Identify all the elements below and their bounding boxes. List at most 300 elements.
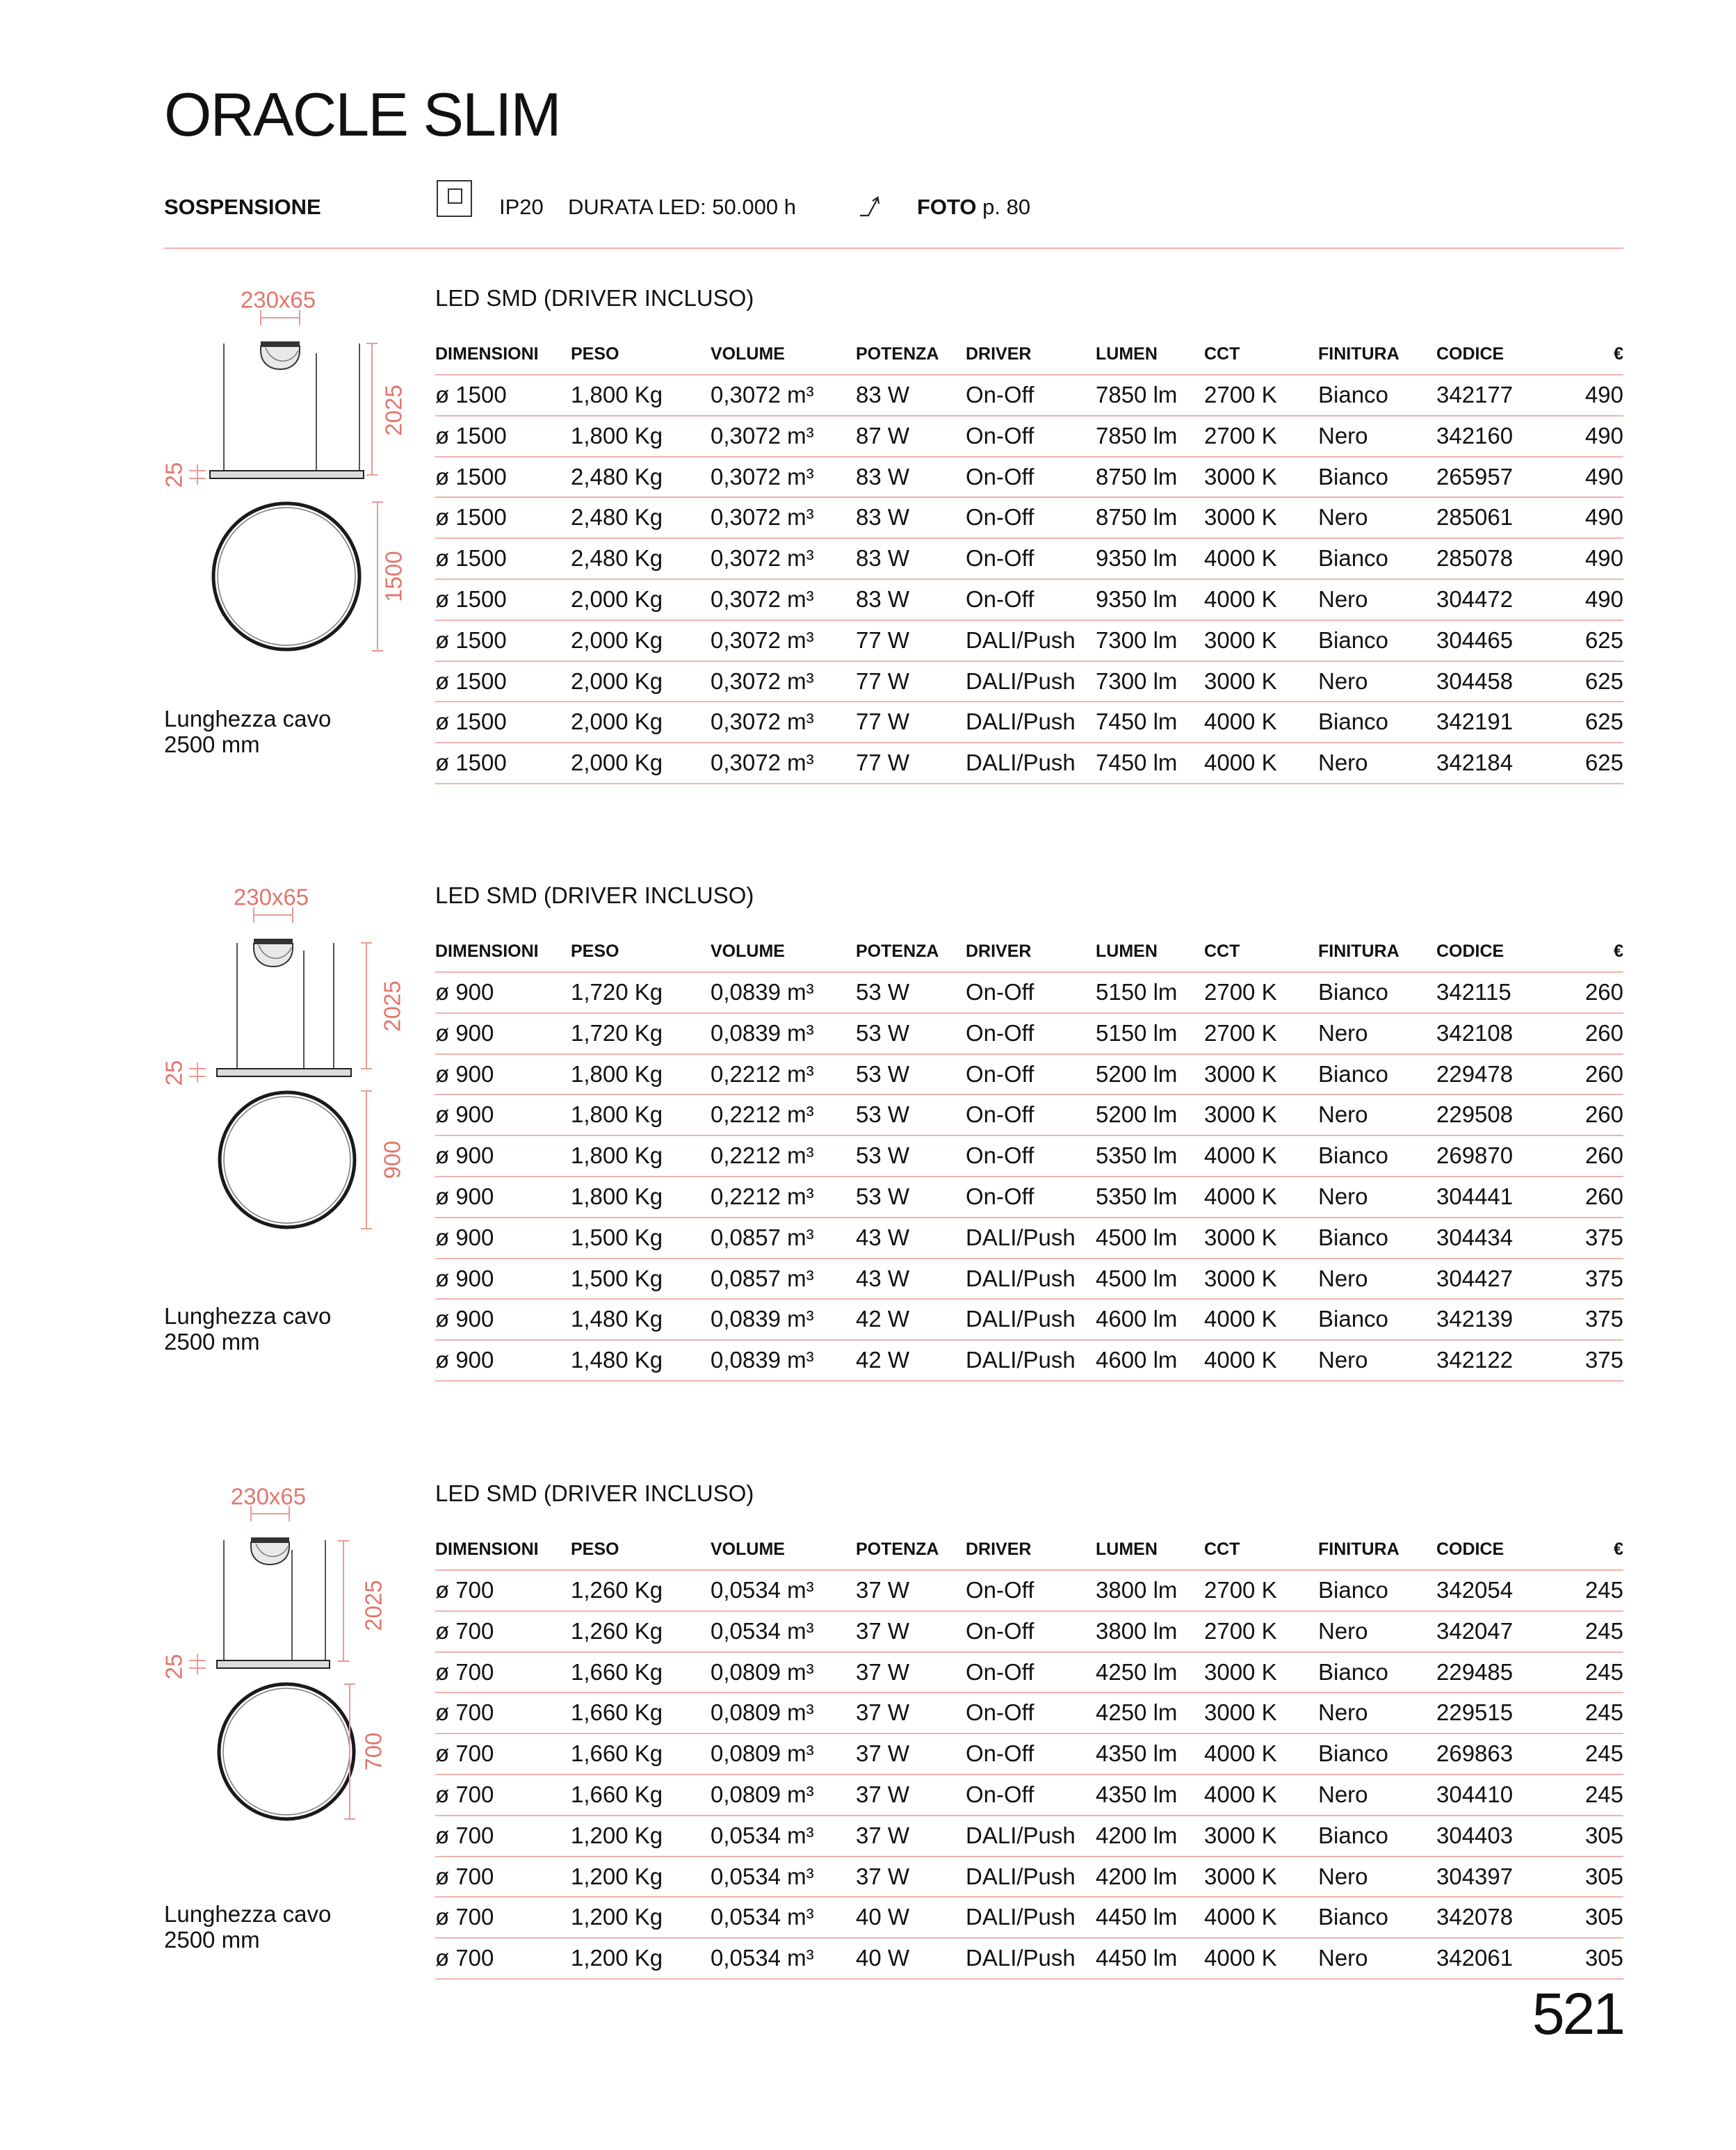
cell-potenza: 53 W (856, 979, 910, 1005)
cell-peso: 2,480 Kg (571, 545, 663, 572)
cell-finitura: Bianco (1318, 709, 1388, 735)
cell-lumen: 4350 lm (1096, 1781, 1178, 1807)
cell-volume: 0,0809 m³ (711, 1658, 814, 1685)
cell-cct: 2700 K (1204, 382, 1277, 407)
table-row (435, 702, 1623, 743)
cell-driver: On-Off (966, 1142, 1035, 1169)
cell-volume: 0,3072 m³ (711, 382, 814, 407)
cell-peso: 1,200 Kg (571, 1863, 663, 1889)
cell-driver: On-Off (966, 382, 1035, 407)
cell-potenza: 87 W (856, 422, 910, 448)
column-header-prezzo: € (1614, 941, 1623, 961)
column-header-volume: VOLUME (711, 344, 785, 364)
cell-peso: 1,480 Kg (571, 1347, 663, 1373)
cell-finitura: Bianco (1318, 1740, 1388, 1767)
photo-reference-page: p. 80 (982, 195, 1031, 219)
table-row (435, 1857, 1623, 1898)
cell-potenza: 40 W (856, 1945, 910, 1971)
cell-lumen: 4250 lm (1096, 1699, 1178, 1726)
column-header-finitura: FINITURA (1318, 941, 1400, 961)
column-header-dimensioni: DIMENSIONI (435, 344, 539, 364)
cell-prezzo: 245 (1584, 1781, 1623, 1807)
cell-peso: 1,660 Kg (571, 1781, 663, 1807)
cell-dimensioni: ø 700 (435, 1863, 494, 1889)
cell-peso: 2,480 Kg (571, 463, 663, 490)
cell-potenza: 83 W (856, 382, 910, 407)
column-header-lumen: LUMEN (1096, 344, 1158, 364)
column-header-peso: PESO (571, 344, 619, 364)
table-row (435, 1653, 1623, 1694)
cell-lumen: 4500 lm (1096, 1265, 1178, 1291)
table-row (435, 1898, 1623, 1939)
cell-cct: 4000 K (1204, 585, 1277, 612)
spec-table (435, 1530, 1623, 1980)
cell-prezzo: 245 (1584, 1699, 1623, 1726)
cell-driver: DALI/Push (966, 668, 1076, 694)
cell-lumen: 7300 lm (1096, 668, 1178, 694)
cell-volume: 0,0839 m³ (711, 1019, 814, 1046)
cell-dimensioni: ø 900 (435, 1347, 494, 1373)
cell-driver: On-Off (966, 1101, 1035, 1128)
cell-volume: 0,0534 m³ (711, 1617, 814, 1644)
cell-codice: 342115 (1436, 979, 1511, 1005)
cell-volume: 0,0857 m³ (711, 1224, 814, 1250)
column-header-dimensioni: DIMENSIONI (435, 1539, 539, 1559)
page-title: ORACLE SLIM (164, 80, 560, 149)
cell-finitura: Bianco (1318, 1224, 1388, 1250)
cell-peso: 1,500 Kg (571, 1224, 663, 1250)
section-heading: LED SMD (DRIVER INCLUSO) (435, 285, 754, 311)
cell-lumen: 8750 lm (1096, 504, 1178, 531)
cell-lumen: 5150 lm (1096, 979, 1178, 1005)
cell-driver: DALI/Push (966, 1863, 1076, 1889)
cell-cct: 4000 K (1204, 750, 1277, 776)
cell-cct: 2700 K (1204, 1617, 1277, 1644)
cell-finitura: Nero (1318, 1019, 1368, 1046)
cell-finitura: Bianco (1318, 1822, 1388, 1848)
cell-peso: 2,000 Kg (571, 750, 663, 776)
cell-driver: On-Off (966, 979, 1035, 1005)
cell-lumen: 4500 lm (1096, 1224, 1178, 1250)
cell-lumen: 4600 lm (1096, 1306, 1178, 1332)
cell-finitura: Bianco (1318, 1577, 1388, 1603)
cell-volume: 0,0534 m³ (711, 1577, 814, 1603)
column-header-peso: PESO (571, 1539, 619, 1559)
cell-peso: 1,660 Kg (571, 1699, 663, 1726)
column-header-codice: CODICE (1436, 1539, 1504, 1559)
cell-codice: 265957 (1436, 463, 1514, 490)
cell-codice: 229485 (1436, 1658, 1514, 1685)
cell-lumen: 3800 lm (1096, 1577, 1178, 1603)
cell-volume: 0,2212 m³ (711, 1183, 814, 1209)
cell-cct: 3000 K (1204, 1224, 1277, 1250)
cell-cct: 2700 K (1204, 1019, 1277, 1046)
cell-driver: On-Off (966, 1060, 1035, 1087)
cell-cct: 4000 K (1204, 545, 1277, 572)
cell-peso: 1,200 Kg (571, 1904, 663, 1930)
cell-potenza: 37 W (856, 1577, 910, 1603)
cable-length (164, 706, 331, 757)
cell-peso: 1,260 Kg (571, 1577, 663, 1603)
cell-cct: 3000 K (1204, 1699, 1277, 1726)
cell-prezzo: 245 (1584, 1740, 1623, 1767)
cell-codice: 304403 (1436, 1822, 1514, 1848)
cell-dimensioni: ø 900 (435, 1265, 494, 1291)
cell-prezzo: 260 (1584, 979, 1623, 1005)
cell-finitura: Bianco (1318, 979, 1388, 1005)
table-row (435, 375, 1623, 417)
cell-peso: 1,800 Kg (571, 1183, 663, 1209)
cell-cct: 2700 K (1204, 1577, 1277, 1603)
ceiling-mount-icon-inner (448, 188, 462, 204)
table-row (435, 458, 1623, 499)
cell-lumen: 4600 lm (1096, 1347, 1178, 1373)
cell-cct: 3000 K (1204, 1265, 1277, 1291)
cell-peso: 1,720 Kg (571, 979, 663, 1005)
cell-potenza: 83 W (856, 463, 910, 490)
cell-prezzo: 245 (1584, 1658, 1623, 1685)
ceiling-mount-icon (437, 180, 472, 217)
table-header-row (435, 334, 1623, 375)
cell-lumen: 4200 lm (1096, 1863, 1178, 1889)
ceiling-canopy (251, 1537, 289, 1565)
cell-driver: DALI/Push (966, 1265, 1076, 1291)
cell-cct: 3000 K (1204, 668, 1277, 694)
cell-prezzo: 625 (1584, 709, 1623, 735)
section-heading: LED SMD (DRIVER INCLUSO) (435, 882, 754, 908)
column-header-volume: VOLUME (711, 1539, 785, 1559)
cell-lumen: 7850 lm (1096, 382, 1178, 407)
column-header-lumen: LUMEN (1096, 1539, 1158, 1559)
cell-driver: DALI/Push (966, 1822, 1076, 1848)
cell-lumen: 5200 lm (1096, 1060, 1178, 1087)
photo-reference-label: FOTO (917, 195, 977, 219)
cell-driver: DALI/Push (966, 1904, 1076, 1930)
cell-prezzo: 490 (1584, 585, 1623, 612)
table-row (435, 662, 1623, 703)
cable-length-label: Lunghezza cavo (164, 1303, 332, 1329)
cell-codice: 342061 (1436, 1945, 1514, 1971)
table-row (435, 1095, 1623, 1136)
cell-codice: 342108 (1436, 1019, 1514, 1046)
cell-volume: 0,2212 m³ (711, 1060, 814, 1087)
cell-dimensioni: ø 1500 (435, 463, 507, 490)
ring-front-view (219, 1684, 354, 1819)
cell-volume: 0,0857 m³ (711, 1265, 814, 1291)
cell-codice: 229478 (1436, 1060, 1514, 1087)
cell-lumen: 7300 lm (1096, 627, 1178, 653)
table-row (435, 1136, 1623, 1177)
column-header-prezzo: € (1614, 1539, 1623, 1559)
diameter-dimension-label: 700 (360, 1732, 387, 1771)
led-lifetime: DURATA LED: 50.000 h (568, 195, 796, 219)
cell-potenza: 42 W (856, 1347, 910, 1373)
cell-finitura: Nero (1318, 1863, 1368, 1889)
cell-volume: 0,0809 m³ (711, 1781, 814, 1807)
cell-potenza: 40 W (856, 1904, 910, 1930)
cell-peso: 2,480 Kg (571, 504, 663, 531)
cable-length (164, 1303, 331, 1355)
table-row (435, 743, 1623, 784)
cell-codice: 285078 (1436, 545, 1514, 572)
column-header-cct: CCT (1204, 941, 1240, 961)
cable-length-value: 2500 mm (164, 1927, 260, 1953)
ceiling-canopy (254, 939, 293, 967)
cell-lumen: 4350 lm (1096, 1740, 1178, 1767)
spec-table (435, 932, 1623, 1382)
cell-cct: 4000 K (1204, 1740, 1277, 1767)
photo-reference (917, 193, 1030, 221)
cell-lumen: 5350 lm (1096, 1183, 1178, 1209)
ring-front-view (213, 503, 359, 649)
cell-finitura: Nero (1318, 668, 1368, 694)
page-number: 521 (1532, 1981, 1623, 2046)
cell-codice: 304434 (1436, 1224, 1514, 1250)
cell-codice: 342122 (1436, 1347, 1514, 1373)
cell-dimensioni: ø 1500 (435, 627, 507, 653)
column-header-finitura: FINITURA (1318, 344, 1400, 364)
cell-volume: 0,0839 m³ (711, 1347, 814, 1373)
cell-lumen: 8750 lm (1096, 463, 1178, 490)
section-heading: LED SMD (DRIVER INCLUSO) (435, 1480, 754, 1506)
cell-dimensioni: ø 700 (435, 1945, 494, 1971)
product-section-900 (0, 882, 1736, 1424)
cell-driver: On-Off (966, 504, 1035, 531)
cell-prezzo: 305 (1584, 1822, 1623, 1848)
table-row (435, 1612, 1623, 1653)
cell-peso: 1,500 Kg (571, 1265, 663, 1291)
cell-potenza: 43 W (856, 1265, 910, 1291)
canopy-dimension-label: 230x65 (240, 286, 316, 313)
cell-dimensioni: ø 700 (435, 1904, 494, 1930)
cell-finitura: Bianco (1318, 463, 1388, 490)
cable-length (164, 1901, 331, 1953)
cell-codice: 304458 (1436, 668, 1514, 694)
cell-potenza: 53 W (856, 1019, 910, 1046)
column-header-cct: CCT (1204, 1539, 1240, 1559)
cell-finitura: Nero (1318, 1699, 1368, 1726)
cell-dimensioni: ø 900 (435, 1019, 494, 1046)
height-dimension-label: 2025 (380, 385, 407, 436)
product-drawing (139, 1473, 417, 1891)
cell-potenza: 53 W (856, 1183, 910, 1209)
cell-lumen: 5200 lm (1096, 1101, 1178, 1128)
cell-peso: 1,260 Kg (571, 1617, 663, 1644)
cell-volume: 0,3072 m³ (711, 504, 814, 531)
table-row (435, 539, 1623, 580)
cell-volume: 0,0534 m³ (711, 1863, 814, 1889)
table-row (435, 498, 1623, 539)
cell-potenza: 53 W (856, 1060, 910, 1087)
cell-dimensioni: ø 900 (435, 979, 494, 1005)
cell-potenza: 77 W (856, 627, 910, 653)
cell-dimensioni: ø 900 (435, 1306, 494, 1332)
cell-prezzo: 260 (1584, 1101, 1623, 1128)
cell-potenza: 77 W (856, 750, 910, 776)
cell-dimensioni: ø 700 (435, 1577, 494, 1603)
cell-dimensioni: ø 900 (435, 1183, 494, 1209)
cell-volume: 0,3072 m³ (711, 668, 814, 694)
cell-codice: 269863 (1436, 1740, 1514, 1767)
cell-prezzo: 305 (1584, 1945, 1623, 1971)
cell-dimensioni: ø 900 (435, 1224, 494, 1250)
cell-lumen: 4200 lm (1096, 1822, 1178, 1848)
cell-potenza: 37 W (856, 1740, 910, 1767)
ceiling-canopy (261, 341, 300, 369)
cell-dimensioni: ø 700 (435, 1781, 494, 1807)
cell-cct: 4000 K (1204, 1347, 1277, 1373)
table-row (435, 580, 1623, 621)
cell-finitura: Nero (1318, 585, 1368, 612)
cell-volume: 0,0839 m³ (711, 979, 814, 1005)
table-row (435, 1693, 1623, 1734)
cell-prezzo: 305 (1584, 1863, 1623, 1889)
cell-prezzo: 490 (1584, 463, 1623, 490)
table-row (435, 1014, 1623, 1055)
cell-prezzo: 490 (1584, 504, 1623, 531)
cell-peso: 2,000 Kg (571, 668, 663, 694)
cell-dimensioni: ø 1500 (435, 422, 507, 448)
cell-driver: On-Off (966, 422, 1035, 448)
cable-length-value: 2500 mm (164, 732, 260, 757)
cell-potenza: 37 W (856, 1781, 910, 1807)
cell-volume: 0,0839 m³ (711, 1306, 814, 1332)
product-section-1500 (0, 284, 1736, 827)
diameter-dimension-label: 1500 (380, 551, 407, 602)
cell-peso: 1,200 Kg (571, 1945, 663, 1971)
cell-finitura: Bianco (1318, 545, 1388, 572)
cell-finitura: Nero (1318, 1781, 1368, 1807)
canopy-dimension-label: 230x65 (233, 884, 309, 910)
cell-dimensioni: ø 700 (435, 1740, 494, 1767)
cell-prezzo: 490 (1584, 382, 1623, 407)
cell-cct: 4000 K (1204, 1904, 1277, 1930)
column-header-cct: CCT (1204, 344, 1240, 364)
column-header-finitura: FINITURA (1318, 1539, 1400, 1559)
cell-codice: 304472 (1436, 585, 1514, 612)
cell-cct: 2700 K (1204, 979, 1277, 1005)
cell-dimensioni: ø 700 (435, 1699, 494, 1726)
ring-side-view (217, 1660, 330, 1668)
cell-potenza: 37 W (856, 1699, 910, 1726)
column-header-potenza: POTENZA (856, 941, 939, 961)
cell-volume: 0,2212 m³ (711, 1142, 814, 1169)
cell-volume: 0,3072 m³ (711, 463, 814, 490)
cell-peso: 2,000 Kg (571, 627, 663, 653)
cell-prezzo: 375 (1584, 1265, 1623, 1291)
cell-peso: 1,480 Kg (571, 1306, 663, 1332)
cell-cct: 3000 K (1204, 1822, 1277, 1848)
column-header-dimensioni: DIMENSIONI (435, 941, 539, 961)
cell-prezzo: 490 (1584, 545, 1623, 572)
cell-dimensioni: ø 900 (435, 1060, 494, 1087)
column-header-potenza: POTENZA (856, 1539, 939, 1559)
cell-prezzo: 260 (1584, 1142, 1623, 1169)
cell-volume: 0,0534 m³ (711, 1822, 814, 1848)
diameter-dimension-label: 900 (379, 1140, 405, 1179)
cell-dimensioni: ø 700 (435, 1617, 494, 1644)
cell-driver: On-Off (966, 1658, 1035, 1685)
cell-prezzo: 625 (1584, 750, 1623, 776)
column-header-prezzo: € (1614, 344, 1623, 364)
ring-side-view (217, 1069, 351, 1076)
height-dimension-line (361, 943, 372, 1069)
column-header-lumen: LUMEN (1096, 941, 1158, 961)
cell-driver: DALI/Push (966, 627, 1076, 653)
cell-codice: 304427 (1436, 1265, 1514, 1291)
cell-finitura: Bianco (1318, 1306, 1388, 1332)
cell-driver: On-Off (966, 1781, 1035, 1807)
cell-cct: 4000 K (1204, 1781, 1277, 1807)
table-row (435, 1571, 1623, 1612)
cell-driver: DALI/Push (966, 1224, 1076, 1250)
cell-dimensioni: ø 700 (435, 1658, 494, 1685)
cell-cct: 4000 K (1204, 1306, 1277, 1332)
cell-dimensioni: ø 1500 (435, 750, 507, 776)
column-header-driver: DRIVER (966, 344, 1032, 364)
cell-finitura: Nero (1318, 1101, 1368, 1128)
cell-volume: 0,3072 m³ (711, 585, 814, 612)
table-row (435, 1177, 1623, 1218)
cell-cct: 4000 K (1204, 1142, 1277, 1169)
cell-volume: 0,3072 m³ (711, 627, 814, 653)
table-header-row (435, 1530, 1623, 1571)
table-row (435, 1939, 1623, 1980)
cell-cct: 3000 K (1204, 504, 1277, 531)
cell-volume: 0,3072 m³ (711, 709, 814, 735)
height-dimension-line (338, 1541, 349, 1661)
cell-volume: 0,0809 m³ (711, 1699, 814, 1726)
cell-finitura: Bianco (1318, 382, 1388, 407)
cell-prezzo: 375 (1584, 1306, 1623, 1332)
cell-potenza: 83 W (856, 545, 910, 572)
cell-codice: 342184 (1436, 750, 1514, 776)
cell-finitura: Bianco (1318, 1658, 1388, 1685)
cell-driver: On-Off (966, 1740, 1035, 1767)
product-drawing (139, 875, 417, 1293)
cell-prezzo: 625 (1584, 627, 1623, 653)
ring-side-view (210, 471, 364, 478)
cell-finitura: Nero (1318, 422, 1368, 448)
cell-codice: 229508 (1436, 1101, 1514, 1128)
cell-prezzo: 375 (1584, 1224, 1623, 1250)
cell-codice: 342078 (1436, 1904, 1514, 1930)
cell-volume: 0,0809 m³ (711, 1740, 814, 1767)
thickness-dimension-label: 25 (161, 1060, 187, 1086)
cell-finitura: Nero (1318, 1945, 1368, 1971)
cell-prezzo: 260 (1584, 1183, 1623, 1209)
cell-lumen: 7450 lm (1096, 750, 1178, 776)
cell-potenza: 77 W (856, 709, 910, 735)
cell-cct: 3000 K (1204, 627, 1277, 653)
cell-lumen: 4450 lm (1096, 1904, 1178, 1930)
cell-potenza: 37 W (856, 1617, 910, 1644)
cell-driver: On-Off (966, 1019, 1035, 1046)
cell-driver: On-Off (966, 1183, 1035, 1209)
cell-potenza: 77 W (856, 668, 910, 694)
cell-peso: 1,200 Kg (571, 1822, 663, 1848)
cell-peso: 1,800 Kg (571, 422, 663, 448)
column-header-peso: PESO (571, 941, 619, 961)
cell-dimensioni: ø 900 (435, 1142, 494, 1169)
cell-cct: 3000 K (1204, 463, 1277, 490)
cell-potenza: 43 W (856, 1224, 910, 1250)
cell-potenza: 53 W (856, 1101, 910, 1128)
cell-lumen: 7850 lm (1096, 422, 1178, 448)
cell-prezzo: 245 (1584, 1617, 1623, 1644)
cell-driver: On-Off (966, 585, 1035, 612)
header-divider (164, 248, 1623, 249)
